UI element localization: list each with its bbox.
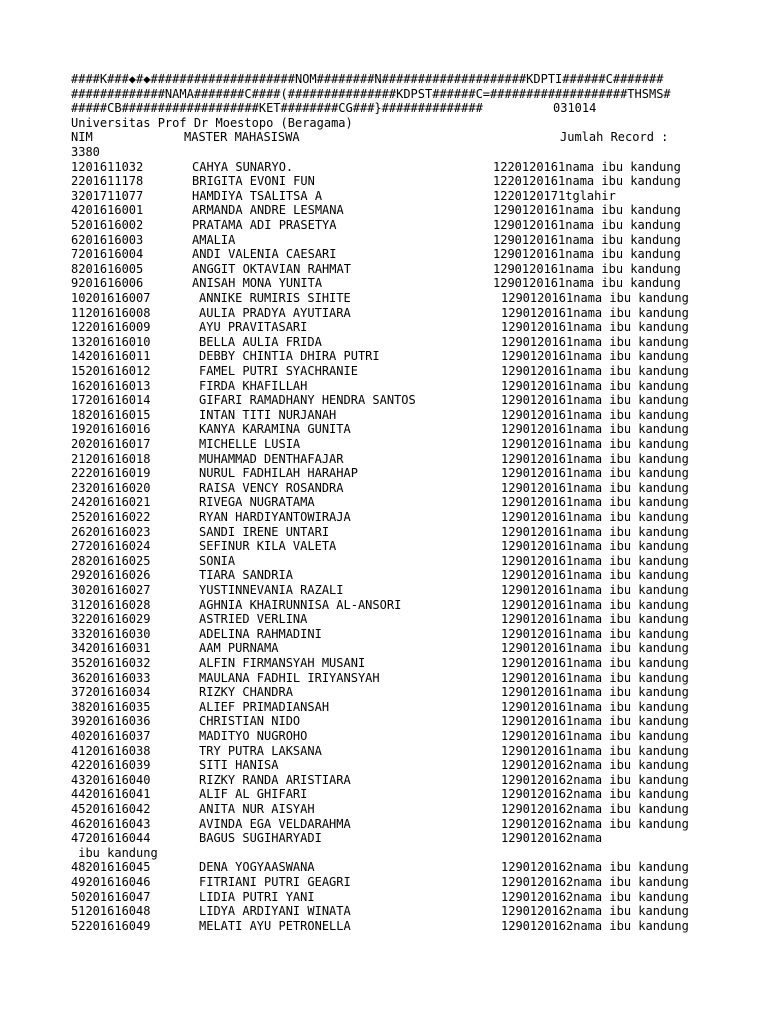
row-info: 1290120161nama ibu kandung	[501, 729, 689, 743]
row-name: RYAN HARDIYANTOWIRAJA	[199, 510, 351, 524]
row-name: LIDIA PUTRI YANI	[199, 889, 315, 904]
row-nim: 43201616040	[71, 772, 151, 787]
row-nim: 49201616046	[71, 875, 151, 889]
row-nim: 20201616017	[71, 437, 151, 451]
row-nim: 27201616024	[71, 539, 151, 554]
row-nim: 9201616006	[71, 276, 144, 291]
row-name: ANNIKE RUMIRIS SIHITE	[199, 291, 351, 305]
row-name: MAULANA FADHIL IRIYANSYAH	[199, 670, 380, 685]
row-name: RIVEGA NUGRATAMA	[199, 495, 315, 510]
row-name: FITRIANI PUTRI GEAGRI	[199, 875, 351, 889]
row-info: 1290120161nama ibu kandung	[501, 743, 689, 758]
row-info: 1220120161nama ibu kandung	[493, 174, 681, 189]
row-info: 1290120161nama ibu kandung	[501, 656, 689, 670]
row-nim: 38201616035	[71, 699, 151, 714]
row-name: AGHNIA KHAIRUNNISA AL-ANSORI	[199, 597, 402, 612]
row-info: 1290120161nama ibu kandung	[501, 626, 689, 641]
row-nim: 41201616038	[71, 743, 151, 758]
row-nim: 13201616010	[71, 334, 151, 349]
row-info: 1290120161nama ibu kandung	[501, 553, 689, 568]
row-nim: 21201616018	[71, 451, 151, 466]
row-nim: 47201616044	[71, 831, 151, 846]
row-info: 1290120161nama ibu kandung	[501, 305, 689, 320]
row-nim: 32201616029	[71, 612, 151, 627]
row-nim: 37201616034	[71, 685, 151, 700]
row-info: 1290120161nama ibu kandung	[501, 539, 689, 554]
row-nim: 28201616025	[71, 553, 151, 568]
row-nim: 25201616022	[71, 510, 151, 524]
row-info: 1290120161nama ibu kandung	[501, 670, 689, 685]
row-info: 1290120161nama ibu kandung	[501, 524, 689, 539]
row-name: AAM PURNAMA	[199, 641, 279, 656]
row-nim: 22201616019	[71, 466, 151, 481]
row-nim: 15201616012	[71, 364, 151, 378]
column-nim-label: NIM	[71, 130, 93, 145]
row-name: DEBBY CHINTIA DHIRA PUTRI	[199, 349, 380, 364]
row-nim: 18201616015	[71, 407, 151, 422]
row-info: 1290120161nama ibu kandung	[501, 583, 689, 597]
row-info: 1290120161nama ibu kandung	[501, 407, 689, 422]
row-nim: 17201616014	[71, 393, 151, 408]
row-nim: 19201616016	[71, 422, 151, 437]
row-name: TIARA SANDRIA	[199, 568, 293, 583]
row-info: 1290120162nama ibu kandung	[501, 875, 689, 889]
row-name: RAISA VENCY ROSANDRA	[199, 480, 344, 495]
row-nim: 34201616031	[71, 641, 151, 656]
university-name	[71, 115, 353, 131]
row-name: ANGGIT OKTAVIAN RAHMAT	[192, 261, 351, 276]
row-info: 1290120161nama ibu kandung	[501, 495, 689, 510]
row-name: BELLA AULIA FRIDA	[199, 334, 322, 349]
header-code-line-1	[71, 72, 664, 87]
row-info: 1290120161nama ibu kandung	[501, 349, 689, 364]
row-info: 1290120162nama	[501, 831, 603, 846]
row-nim: 33201616030	[71, 626, 151, 641]
header-code-line-3	[71, 101, 597, 116]
row-nim: 46201616043	[71, 816, 151, 831]
row-nim: 4201616001	[71, 203, 144, 218]
row-nim: 24201616021	[71, 495, 151, 510]
row-info: 1290120161nama ibu kandung	[501, 378, 689, 393]
row-name: SONIA	[199, 553, 236, 568]
row-info: 1290120161nama ibu kandung	[501, 714, 689, 729]
row-info: 1290120162nama ibu kandung	[501, 904, 689, 919]
row-name: SANDI IRENE UNTARI	[199, 524, 330, 539]
row-nim: 35201616032	[71, 656, 151, 670]
row-name: AVINDA EGA VELDARAHMA	[199, 816, 351, 831]
row-info: 1290120161nama ibu kandung	[501, 597, 689, 612]
row-info: 1290120161nama ibu kandung	[501, 451, 689, 466]
row-name: GIFARI RAMADHANY HENDRA SANTOS	[199, 393, 416, 408]
header-code-text: ####K###◆#◆####################NOM########N####################KDPTI######C#######	[71, 72, 664, 86]
row-nim: 50201616047	[71, 889, 151, 904]
row-info: 1290120161nama ibu kandung	[501, 466, 689, 481]
row-nim: 5201616002	[71, 218, 144, 232]
row-name: HAMDIYA TSALITSA A	[192, 188, 323, 203]
row-info: 1290120161nama ibu kandung	[501, 480, 689, 495]
row-info: 1290120161nama ibu kandung	[493, 247, 681, 262]
row-info: 1290120161nama ibu kandung	[501, 685, 689, 700]
row-name: FIRDA KHAFILLAH	[199, 378, 308, 393]
row-name: AYU PRAVITASARI	[199, 320, 308, 335]
row-name: BRIGITA EVONI FUN	[192, 174, 315, 189]
row-nim: 12201616009	[71, 320, 151, 335]
row-nim: 39201616036	[71, 714, 151, 729]
row-nim: 3201711077	[71, 188, 144, 203]
row-nim: 7201616004	[71, 247, 144, 262]
row-nim: 11201616008	[71, 305, 151, 320]
row-name: ANISAH MONA YUNITA	[192, 276, 323, 291]
header-code-line-2	[71, 86, 671, 102]
row-nim: 52201616049	[71, 918, 151, 933]
row-nim: ibu kandung	[71, 845, 158, 860]
row-name: TRY PUTRA LAKSANA	[199, 743, 322, 758]
row-name: LIDYA ARDIYANI WINATA	[199, 904, 351, 919]
row-nim: 6201616003	[71, 232, 144, 247]
row-name: PRATAMA ADI PRASETYA	[192, 218, 337, 232]
university-text: Universitas Prof Dr Moestopo (Beragama)	[71, 115, 353, 130]
column-master-label: MASTER MAHASISWA	[184, 130, 300, 145]
record-count-label: Jumlah Record :	[560, 130, 669, 145]
row-info: 1290120161nama ibu kandung	[493, 276, 681, 291]
row-nim: 51201616048	[71, 904, 151, 919]
row-name: ALIEF PRIMADIANSAH	[199, 699, 330, 714]
row-name: ANDI VALENIA CAESARI	[192, 247, 337, 262]
row-nim: 29201616026	[71, 568, 151, 583]
row-name: DENA YOGYAASWANA	[199, 860, 315, 875]
row-info: 1290120161nama ibu kandung	[501, 334, 689, 349]
row-info: 1290120162nama ibu kandung	[501, 816, 689, 831]
row-info: 1290120161nama ibu kandung	[493, 232, 681, 247]
row-name: ARMANDA ANDRE LESMANA	[192, 203, 344, 218]
row-nim: 26201616023	[71, 524, 151, 539]
row-info: 1290120161nama ibu kandung	[501, 612, 689, 627]
row-info: 1290120162nama ibu kandung	[501, 758, 689, 773]
row-info: 1290120161nama ibu kandung	[501, 393, 689, 408]
row-info: 1220120161nama ibu kandung	[493, 159, 681, 174]
row-nim: 36201616033	[71, 670, 151, 685]
record-count-row	[71, 145, 100, 160]
row-nim: 30201616027	[71, 583, 151, 597]
row-nim: 40201616037	[71, 729, 151, 743]
row-name: MICHELLE LUSIA	[199, 437, 301, 451]
row-name: CAHYA SUNARYO.	[192, 159, 294, 174]
row-nim: 23201616020	[71, 480, 151, 495]
row-name: ANITA NUR AISYAH	[199, 802, 315, 816]
row-name: ALIF AL GHIFARI	[199, 787, 308, 802]
header-code-text: #############NAMA#######C####(###############KDPST######C=###################THSMS#	[71, 86, 671, 101]
row-name: KANYA KARAMINA GUNITA	[199, 422, 351, 437]
row-name: CHRISTIAN NIDO	[199, 714, 301, 729]
row-info: 1290120162nama ibu kandung	[501, 802, 689, 816]
row-nim: 31201616028	[71, 597, 151, 612]
row-name: INTAN TITI NURJANAH	[199, 407, 337, 422]
row-name: SEFINUR KILA VALETA	[199, 539, 337, 554]
row-info: 1290120161nama ibu kandung	[501, 641, 689, 656]
row-info: 1290120161nama ibu kandung	[501, 437, 689, 451]
row-nim: 44201616041	[71, 787, 151, 802]
row-nim: 42201616039	[71, 758, 151, 773]
row-info: 1290120161nama ibu kandung	[501, 364, 689, 378]
row-name: MELATI AYU PETRONELLA	[199, 918, 351, 933]
header-code-number: 031014	[553, 101, 597, 116]
row-name: AULIA PRADYA AYUTIARA	[199, 305, 351, 320]
row-name: AMALIA	[192, 232, 236, 247]
row-info: 1290120161nama ibu kandung	[493, 218, 681, 232]
row-info: 1290120162nama ibu kandung	[501, 787, 689, 802]
row-name: NURUL FADHILAH HARAHAP	[199, 466, 358, 481]
row-info: 1290120161nama ibu kandung	[501, 568, 689, 583]
row-info: 1290120161nama ibu kandung	[493, 203, 681, 218]
row-info: 1290120161nama ibu kandung	[501, 510, 689, 524]
row-nim: 1201611032	[71, 159, 144, 174]
row-info: 1290120161nama ibu kandung	[501, 422, 689, 437]
row-nim: 45201616042	[71, 802, 151, 816]
row-name: SITI HANISA	[199, 758, 279, 773]
row-info: 1290120162nama ibu kandung	[501, 772, 689, 787]
row-info: 1290120161nama ibu kandung	[501, 291, 689, 305]
row-name: ALFIN FIRMANSYAH MUSANI	[199, 656, 366, 670]
row-name: ASTRIED VERLINA	[199, 612, 308, 627]
row-nim: 8201616005	[71, 261, 144, 276]
row-nim: 14201616011	[71, 349, 151, 364]
row-info: 1290120162nama ibu kandung	[501, 860, 689, 875]
row-info: 1290120162nama ibu kandung	[501, 918, 689, 933]
row-name: MADITYO NUGROHO	[199, 729, 308, 743]
row-name: ADELINA RAHMADINI	[199, 626, 322, 641]
row-info: 1290120161nama ibu kandung	[501, 699, 689, 714]
row-name: RIZKY RANDA ARISTIARA	[199, 772, 351, 787]
row-name: RIZKY CHANDRA	[199, 685, 293, 700]
row-info: 1220120171tglahir	[493, 188, 616, 203]
row-info: 1290120161nama ibu kandung	[493, 261, 681, 276]
row-info: 1290120161nama ibu kandung	[501, 320, 689, 335]
row-nim: 16201616013	[71, 378, 151, 393]
row-nim: 48201616045	[71, 860, 151, 875]
row-info: 1290120162nama ibu kandung	[501, 889, 689, 904]
column-header-row	[71, 130, 669, 145]
row-name: MUHAMMAD DENTHAFAJAR	[199, 451, 344, 466]
row-name: BAGUS SUGIHARYADI	[199, 831, 322, 846]
record-count-value: 3380	[71, 145, 100, 159]
row-nim: 10201616007	[71, 291, 151, 305]
row-name: YUSTINNEVANIA RAZALI	[199, 583, 344, 597]
row-nim: 2201611178	[71, 174, 144, 189]
row-name: FAMEL PUTRI SYACHRANIE	[199, 364, 358, 378]
header-code-text: #####CB###################KET########CG###}##############	[71, 101, 483, 116]
